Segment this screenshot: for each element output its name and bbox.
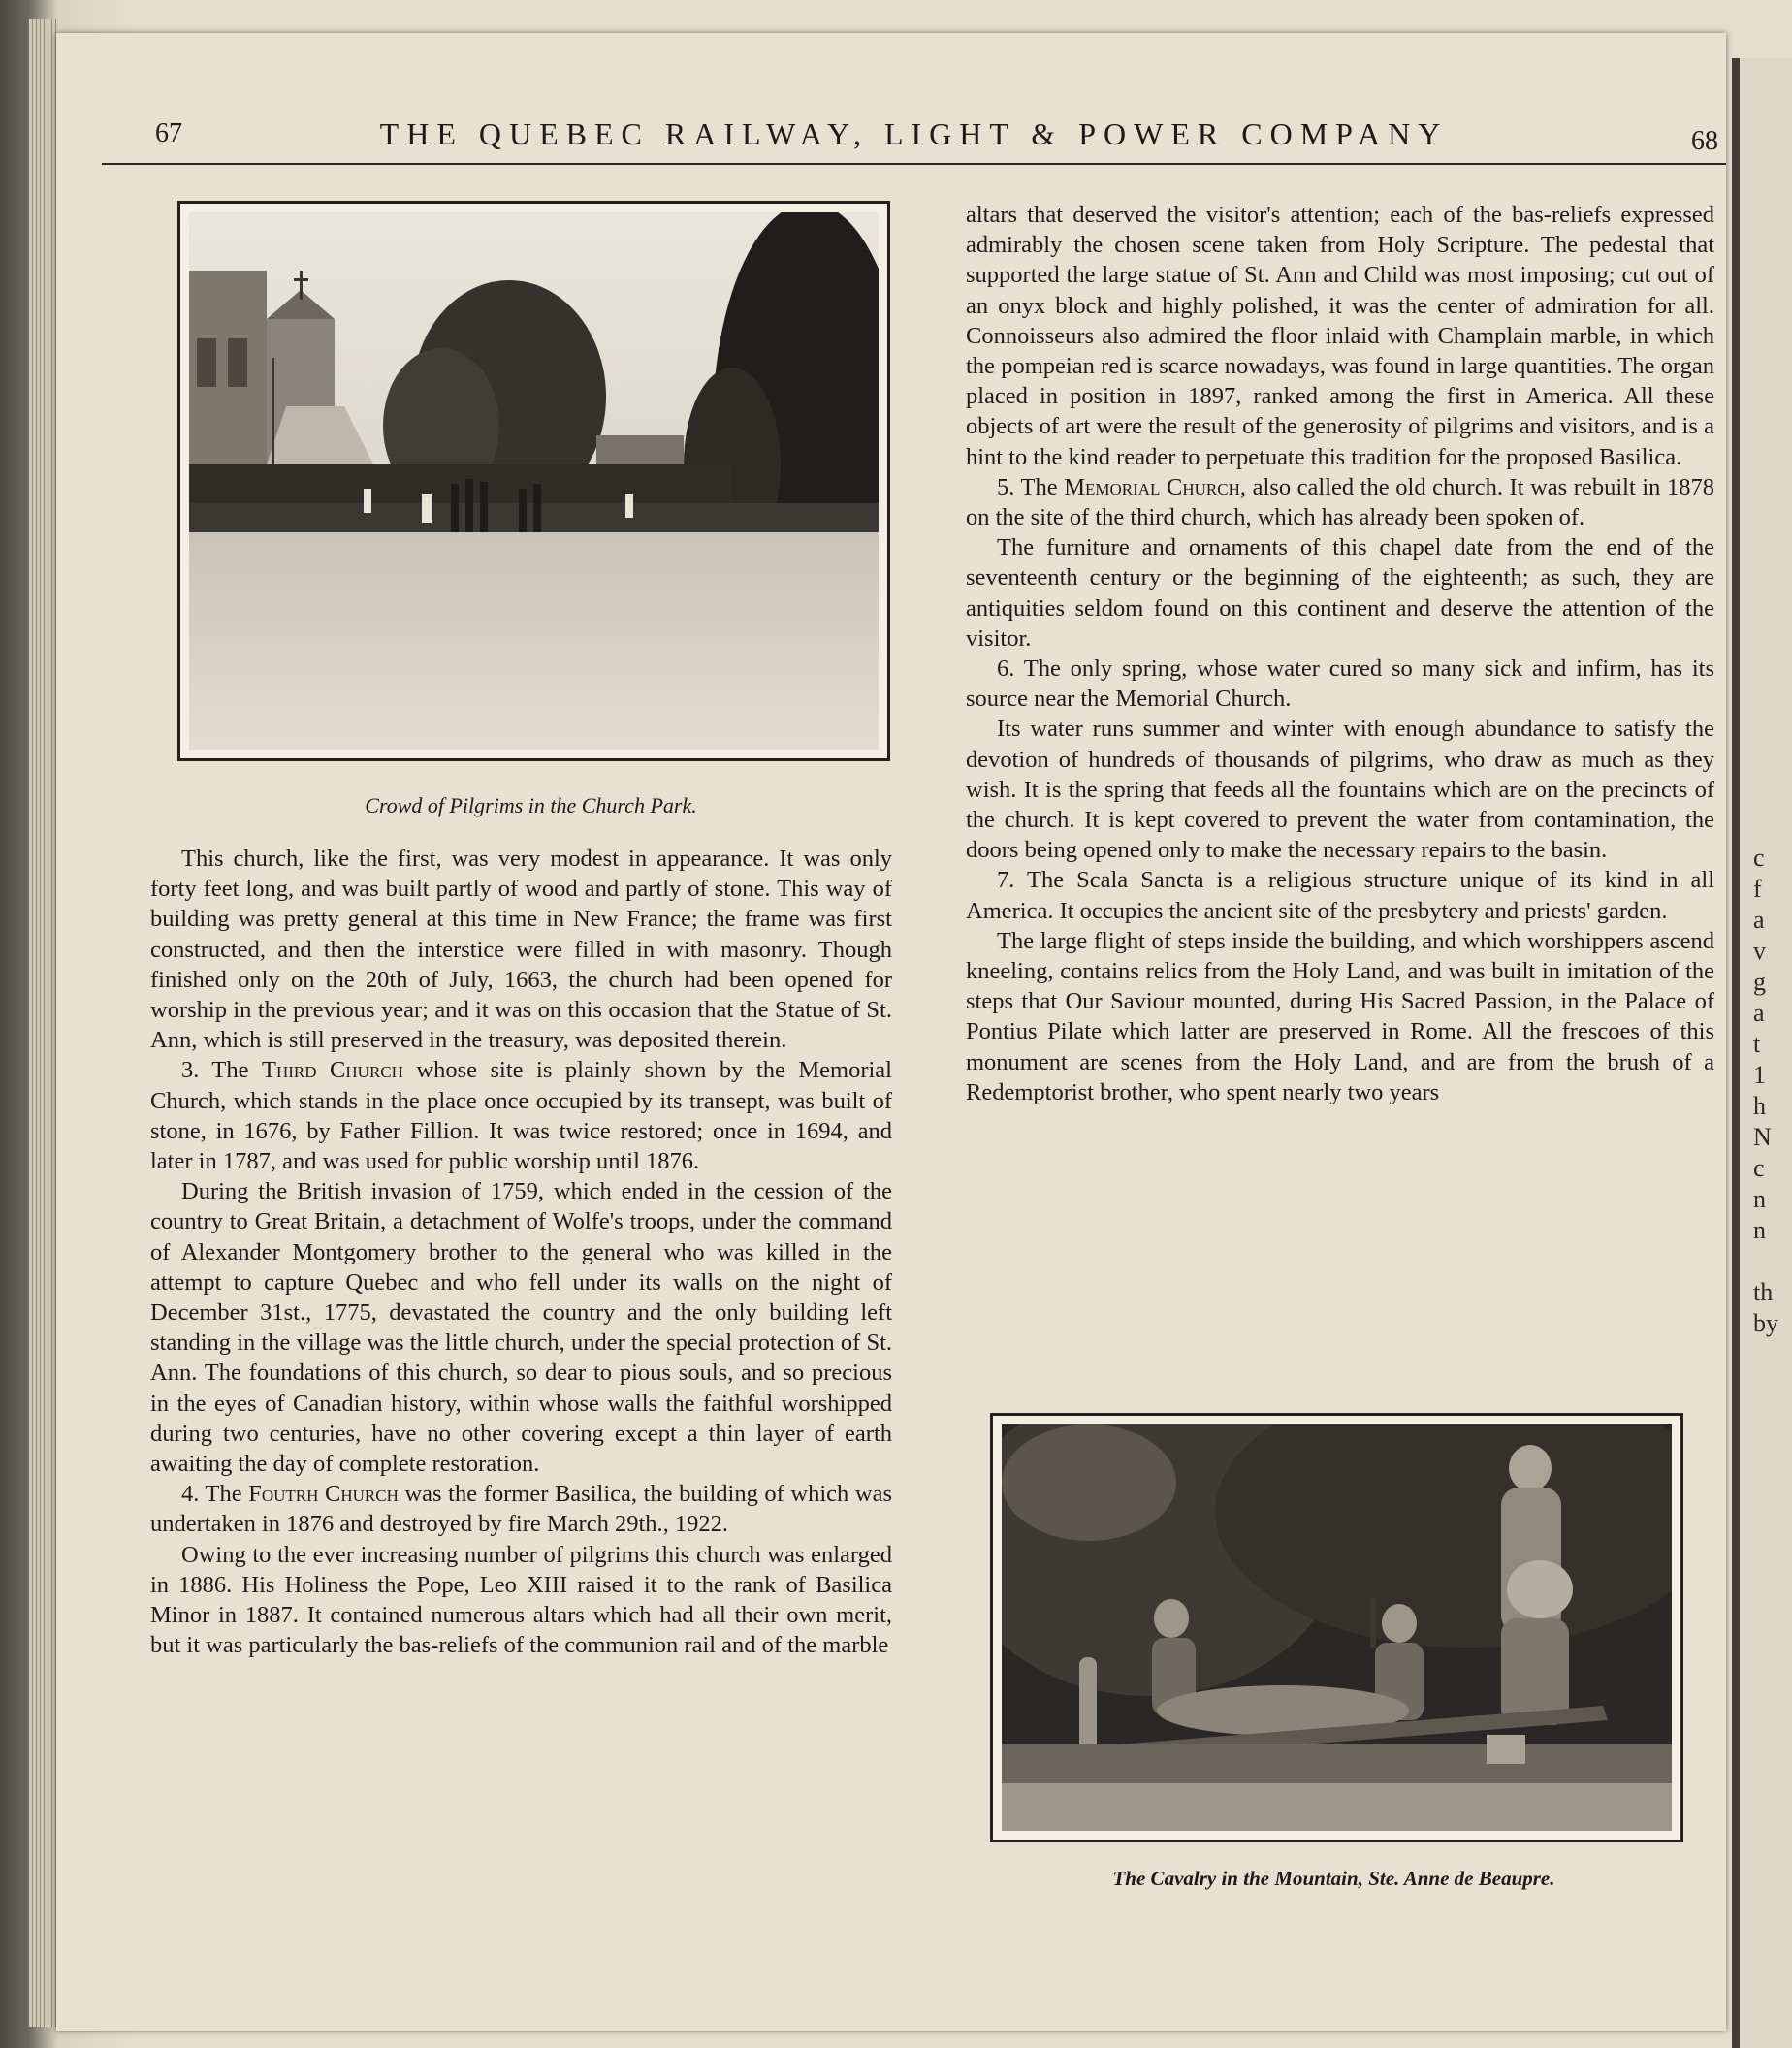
paragraph-third-church	[150, 1055, 892, 1176]
facing-page-letter: t	[1753, 1030, 1761, 1058]
left-column	[150, 844, 892, 1660]
paragraph: 6. The only spring, whose water cured so many sick and infirm, has its source near the Memorial Church.	[966, 656, 1714, 713]
paragraph: The large flight of steps inside the building, and which worshippers ascend kneeling, contains relics from the Holy Land, and was built in imitation of the steps that Our Saviour mounted, during His Sacred Passion, in the Palace of Pontius Pilate which latter are preserved in Rome. All the frescoes of this monument are scenes from the Holy Land, and are from the brush of a Redemptorist brother, who spent nearly two years	[966, 927, 1714, 1105]
photo-cavalry-image	[1002, 1424, 1672, 1831]
facing-page-letter: n	[1753, 1216, 1766, 1244]
facing-page-letter: th	[1753, 1278, 1774, 1306]
section-heading: Memorial Church	[1064, 473, 1240, 500]
section-heading: Foutrh Church	[248, 1481, 399, 1508]
facing-page-letter: by	[1753, 1309, 1778, 1337]
paragraph: 7. The Scala Sancta is a religious structure unique of its kind in all America. It occupies the ancient site of the presbytery and priests' garden.	[966, 867, 1714, 924]
facing-page-letter: 1	[1753, 1061, 1766, 1089]
running-title: THE QUEBEC RAILWAY, LIGHT & POWER COMPANY	[379, 116, 1449, 151]
section-heading: Third Church	[262, 1057, 403, 1084]
facing-page-letter: g	[1753, 968, 1766, 996]
paragraph-text: , also called the old church. It was rebuilt in 1878 on the site of the third church, which has already been spoken of.	[966, 473, 1714, 531]
paragraph: Its water runs summer and winter with enough abundance to satisfy the devotion of hundreds of thousands of pilgrims, who draw as much as they wish. It is the spring that feeds all the fountains which are on the precincts of the church. It is kept covered to prevent the water from contamination, the doors being opened only to make the necessary repairs to the basin.	[966, 716, 1714, 864]
facing-page-letter: a	[1753, 906, 1765, 934]
facing-page-letter: v	[1753, 937, 1766, 965]
facing-page-letter: N	[1753, 1123, 1772, 1151]
facing-page-letter: f	[1753, 875, 1762, 903]
paragraph-text: whose site is plainly shown by the Memorial Church, which stands in the place once occupied by its transept, was built of stone, in 1676, by Father Fillion. It was twice restored; once in 1694, and later in 1787, and was used for public worship until 1876.	[150, 1057, 892, 1175]
facing-page-letter: h	[1753, 1092, 1766, 1120]
running-header	[102, 114, 1726, 165]
facing-page-letter: n	[1753, 1185, 1766, 1213]
paragraph-text: was the former Basilica, the building of which was undertaken in 1876 and destroyed by fire March 29th., 1922.	[150, 1481, 892, 1538]
page-number-right: 68	[1691, 126, 1718, 156]
section-number: 4. The	[181, 1481, 249, 1508]
photo-cavalry-sculpture	[990, 1413, 1683, 1842]
caption-crowd: Crowd of Pilgrims in the Church Park.	[365, 793, 697, 817]
photo-crowd-image	[189, 212, 879, 750]
photo-crowd-of-pilgrims	[177, 201, 890, 761]
facing-page-letter: c	[1753, 844, 1765, 872]
paragraph: Owing to the ever increasing number of pilgrims this church was enlarged in 1886. His Holiness the Pope, Leo XIII raised it to the rank of Basilica Minor in 1887. It contained numerous altars which had all their own merit, but it was particularly the bas-reliefs of the communion rail and of the marble	[150, 1541, 892, 1659]
facing-page-letter: c	[1753, 1154, 1765, 1182]
page-number-left: 67	[155, 118, 182, 148]
section-number: 5. The	[997, 473, 1065, 500]
facing-page-letter: a	[1753, 999, 1765, 1027]
paragraph-memorial-church	[966, 472, 1714, 532]
paragraph: During the British invasion of 1759, which ended in the cession of the country to Great Britain, a detachment of Wolfe's troops, under the command of Alexander Montgomery brother to the general who was killed in the attempt to capture Quebec and who fell under its walls on the night of December 31st., 1775, devastated the country and the only building left standing in the village was the little church, under the special protection of St. Ann. The foundations of this church, so dear to pious souls, and so precious in the eyes of Canadian history, within whose walls the faithful worshipped during two centuries, have no other covering except a thin layer of earth awaiting the day of complete restoration.	[150, 1178, 892, 1478]
paragraph: The furniture and ornaments of this chapel date from the end of the seventeenth century or the beginning of the eighteenth; as such, they are antiquities seldom found on this continent and deserve the attention of the visitor.	[966, 534, 1714, 652]
paragraph: This church, like the first, was very modest in appearance. It was only forty feet long, and was built partly of wood and partly of stone. This way of building was pretty general at this time in New France; the frame was first constructed, and then the interstice were filled in with masonry. Though finished only on the 20th of July, 1663, the church had been opened for worship in the previous year; and it was on this occasion that the Statue of St. Ann, which is still preserved in the treasury, was deposited therein.	[150, 846, 892, 1054]
caption-cavalry: The Cavalry in the Mountain, Ste. Anne de Beaupre.	[1112, 1867, 1555, 1890]
facing-page-sliver	[1732, 58, 1792, 2048]
paragraph: altars that deserved the visitor's attention; each of the bas-reliefs expressed admirably the chosen scene taken from Holy Scripture. The pedestal that supported the large statue of St. Ann and Child was most imposing; cut out of an onyx block and highly polished, it was the center of admiration for all. Connoisseurs also admired the floor inlaid with Champlain marble, in which the pompeian red is scarce nowadays, was found in large quantities. The organ placed in position in 1897, ranked among the first in America. All these objects of art were the result of the generosity of pilgrims and visitors, and is a hint to the kind reader to perpetuate this tradition for the proposed Basilica.	[966, 202, 1714, 470]
right-column	[966, 200, 1714, 1107]
page-stack-edges	[29, 19, 58, 2027]
paragraph-fourth-church	[150, 1479, 892, 1539]
section-number: 3. The	[181, 1057, 263, 1084]
